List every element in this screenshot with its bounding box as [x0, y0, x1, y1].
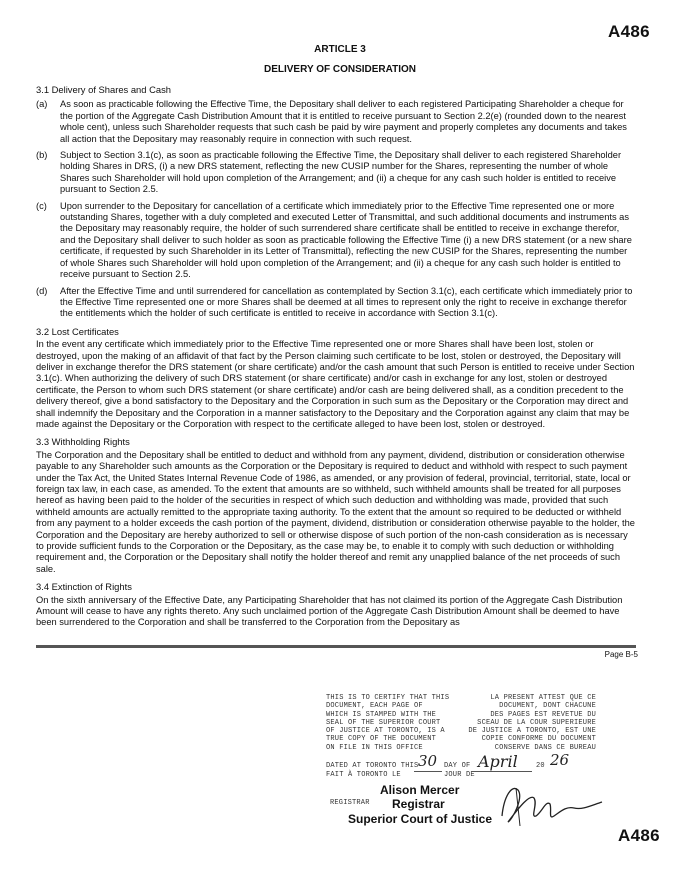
- clerk-name: Alison Mercer: [380, 783, 460, 797]
- section-3-3-text: The Corporation and the Depositary shall be entitled to deduct and withhold from any payment, dividend, distribution or consideration otherwise payable to any Shareholder such amounts as the Corporation or the Depositary is required to deduct and withhold with respect to such payment under the Tax Act, the United States Internal Revenue Code of 1986, as amended, or any provision of federal, provincial, territorial, state, local or foreign tax law, in each case, as amended. To the extent that amounts are so withheld, such withheld amounts shall be treated for all purposes hereof as having been paid to the holder of the securities in respect of which such deduction and withholding was made, provided that such withheld amounts are actually remitted to the appropriate taxing authority. To the extent that the amount so required to be deducted or withheld from any payment to a holder exceeds the cash portion of the payment, dividend, distribution or consideration otherwise payable to the holder, the Corporation and the Depositary are hereby authorized to sell or otherwise dispose of such portion of the non-cash consideration as is necessary to provide sufficient funds to the Corporation or the Depositary, as the case may be, to enable it to comply with such deduction or withholding requirement and, the Corporation or the Depositary shall notify the holder thereof and remit any unapplied balance of the net proceeds of such sale.: [36, 449, 635, 574]
- document-body: [36, 84, 636, 629]
- month-underline: [472, 771, 532, 772]
- list-item: [36, 150, 636, 196]
- stamp-line: LA PRESENT ATTEST QUE CE: [490, 694, 596, 702]
- court-name: Superior Court of Justice: [348, 812, 493, 826]
- stamp-year-prefix: 20: [536, 762, 545, 770]
- list-item: [36, 286, 636, 320]
- item-text: After the Effective Time and until surrendered for cancellation as contemplated by Section 3.1(c), each certificate which immediately prior to the Effective Time represented one or more Shares shall be deemed at all times to represent only the right to receive in exchange therefor the entitlements which the holder of such certificate is entitled to receive in accordance with Section 3.1(c).: [60, 285, 633, 319]
- stamp-line: DE JUSTICE A TORONTO, EST UNE: [468, 727, 596, 736]
- stamp-line: SCEAU DE LA COUR SUPERIEURE: [477, 718, 596, 727]
- section-3-2-text: In the event any certificate which immediately prior to the Effective Time represented one or more Shares shall have been lost, stolen or destroyed, upon the making of an affidavit of that fact by the Person claiming such certificate to be lost, stolen or destroyed, the Depositary will deliver in exchange therefor the DRS statement (or share certificate) and/or the cash amount that such Person is entitled to receive under Section 3.1(c). When authorizing the delivery of such DRS statement (or share certificate) and/or cash in exchange for any lost, stolen or destroyed certificate, the Person to whom such DRS statement (or share certificate) and/or cash are being delivered shall, as a condition precedent to the delivery thereof, give a bond satisfactory to the Depositary and the Corporation in such sum as the Depositary or the Corporation may direct and shall indemnify the Depositary and the Corporation in a manner satisfactory to the Depositary and the Corporation against any claim that may be made against the Depositary or the Corporation with respect to the certificate alleged to have been lost, stolen or destroyed.: [36, 339, 635, 429]
- item-text: Upon surrender to the Depositary for cancellation of a certificate which immediately prior to the Effective Time represented one or more outstanding Shares, together with a duly completed and executed Letter of Transmittal, and such additional documents and instruments as the Depositary may reasonably require, the holder of such surrendered share certificate shall be entitled to receive in exchange therefor, and the Depositary shall deliver to such holder as soon as practicable following the Effective Time (i) a new DRS statement (or a new share certificate, if requested by such Shareholder in its Letter of Transmittal), reflecting the new CUSIP for the Shares, representing the number of whole Shares such Shareholder will hold upon completion of the Arrangement; and (ii) a cheque for any cash such holder is entitled to receive pursuant to Section 2.5.: [60, 200, 632, 280]
- stamp-line: SEAL OF THE SUPERIOR COURT: [326, 718, 441, 727]
- item-label: (a): [36, 99, 48, 110]
- stamp-line: WHICH IS STAMPED WITH THE: [326, 710, 437, 719]
- stamp-line: TRUE COPY OF THE DOCUMENT: [326, 735, 437, 744]
- registrar-signature: [490, 776, 610, 832]
- handwritten-day: 30: [418, 752, 438, 770]
- stamp-dated-fr: FAIT À TORONTO LE: [326, 771, 401, 779]
- stamp-registrar-small: REGISTRAR: [330, 799, 370, 807]
- list-item: [36, 99, 636, 145]
- handwritten-month: April: [478, 752, 518, 771]
- stamp-line: DES PAGES EST REVETUE DU: [490, 710, 596, 719]
- stamp-line: THIS IS TO CERTIFY THAT THIS: [326, 694, 450, 702]
- stamp-line: COPIE CONFORME DU DOCUMENT: [481, 735, 596, 744]
- item-label: (c): [36, 200, 47, 211]
- section-3-4-text: On the sixth anniversary of the Effective Date, any Participating Shareholder that has not claimed its portion of the Aggregate Cash Distribution Amount will cease to have any rights thereto. Any such unclaimed portion of the Aggregate Cash Distribution Amount shall be deemed to have been surrendered to the Corporation and shall be transferred to the Corporation from the Depositary as: [36, 594, 623, 628]
- section-3-2-heading: 3.2 Lost Certificates: [36, 325, 119, 337]
- registrar-title: Registrar: [392, 797, 445, 811]
- item-text: As soon as practicable following the Effective Time, the Depositary shall deliver to each registered Participating Shareholder a cheque for the portion of the Aggregate Cash Distribution Amount that it is entitled to receive pursuant to Section 2.2(e) (rounded down to the nearest whole cent), unless such Shareholder requests that such cash be paid by wire payment and properly completes any documents and takes all action that the Depositary may reasonably require in connection with such request.: [60, 99, 627, 144]
- stamp-line: DOCUMENT, DONT CHACUNE: [499, 702, 596, 711]
- item-text: Subject to Section 3.1(c), as soon as practicable following the Effective Time, the Depositary shall deliver to each registered Shareholder holding Shares in DRS, (i) a new DRS statement, reflecting the new CUSIP number for the Shares, representing the number of whole Shares such Shareholder will hold upon completion of the Arrangement; and (ii) a cheque for any cash such holder is entitled to receive pursuant to Section 2.5.: [60, 150, 622, 195]
- section-3-3-heading: 3.3 Withholding Rights: [36, 436, 130, 448]
- item-label: (b): [36, 150, 48, 161]
- item-label: (d): [36, 285, 48, 296]
- stamp-line: CONSERVE DANS CE BUREAU: [494, 743, 596, 752]
- day-underline: [414, 771, 442, 772]
- stamp-line: DOCUMENT, EACH PAGE OF: [326, 702, 423, 711]
- stamp-dated-en: DATED AT TORONTO THIS: [326, 762, 419, 770]
- exhibit-tag-top: A486: [608, 22, 650, 41]
- stamp-english-text: [326, 694, 466, 752]
- stamp-line: OF JUSTICE AT TORONTO, IS A: [326, 727, 445, 736]
- footer-divider: [36, 645, 636, 648]
- article-title: DELIVERY OF CONSIDERATION: [263, 64, 417, 75]
- handwritten-year: 26: [550, 751, 570, 769]
- section-3-1-heading: 3.1 Delivery of Shares and Cash: [36, 84, 171, 95]
- article-number: ARTICLE 3: [314, 44, 366, 55]
- stamp-line: ON FILE IN THIS OFFICE: [326, 743, 423, 752]
- exhibit-tag-bottom: A486: [618, 826, 660, 845]
- stamp-french-text: [456, 694, 596, 752]
- stamp-day-of-en: DAY OF: [444, 762, 471, 770]
- list-item: [36, 201, 636, 281]
- section-3-4-heading: 3.4 Extinction of Rights: [36, 581, 132, 593]
- stamp-day-of-fr: JOUR DE: [444, 771, 475, 779]
- page-number: Page B-5: [604, 650, 638, 659]
